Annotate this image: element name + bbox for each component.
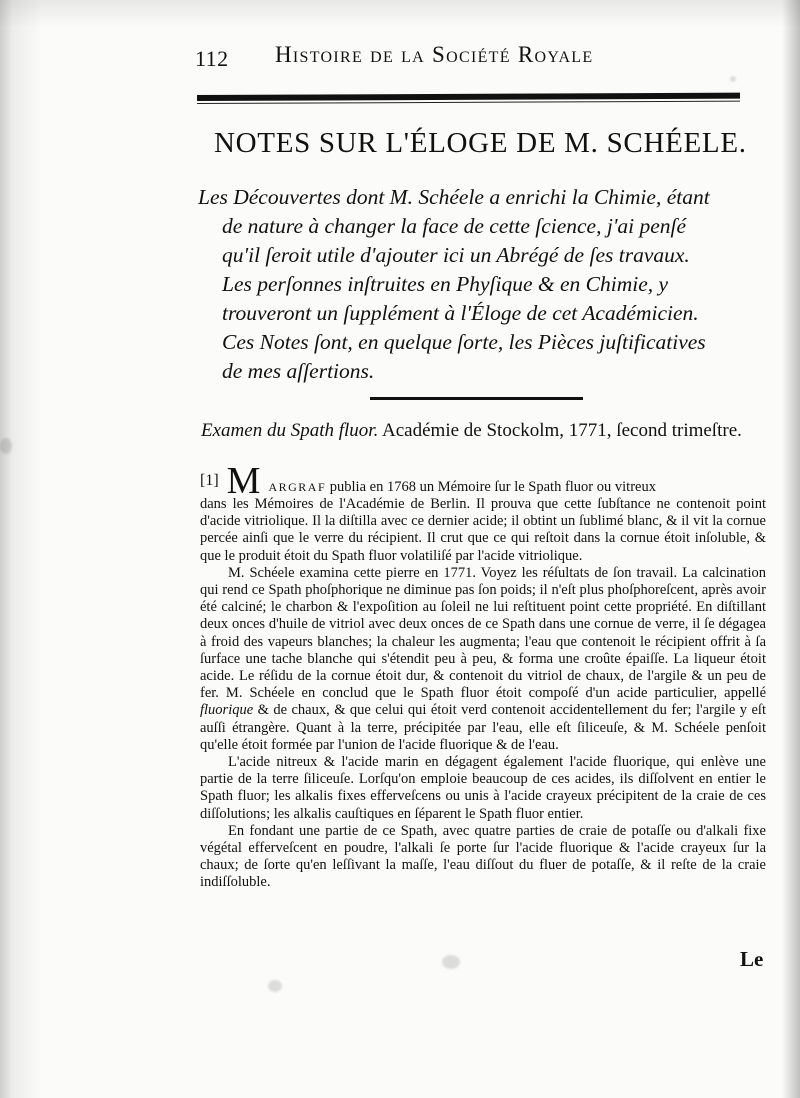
page-edge-shadow — [782, 0, 800, 1098]
paragraph-4: En fondant une partie de ce Spath, avec quatre parties de craie de potaſſe ou d'alkali fixe végétal efferveſcent en poudre, l'alkali ſe porte ſur l'acide fluorique & l'acide crayeux ſur la chaux; de ſorte qu'en leſſivant la maſſe, l'eau diſſout du fluer de potaſſe, & il reſte de la craie indiſſoluble. — [200, 822, 766, 891]
paragraph-2-part-1: M. Schéele examina cette pierre en 1771. Voyez les réſultats de ſon travail. La calcination qui rend ce Spath phoſphorique ne diminue pas ſon poids; il n'eſt plus phoſphoreſcent, après avoir été calciné; le charbon & l'expoſition au ſoleil ne lui reſtituent point cette propriété. En diſtillant deux onces d'huile de vitriol avec deux onces de ce Spath dans une cornue de verre, il ſe dégagea à froid des vapeurs blanches; la chaleur les augmenta; l'eau que contenoit le récipient offrit à ſa ſurface une tache blanche qui s'étendit peu à peu, & forma une croûte épaiſſe. La liqueur étoit acide. Le réſidu de la cornue étoit dur, & contenoit du vitriol de chaux, de l'argile & un peu de fer. M. Schéele en conclud que le Spath fluor étoit compoſé d'un acide particulier, appellé — [200, 564, 766, 702]
paragraph-1-first-line — [200, 460, 766, 502]
paper-spot — [442, 955, 460, 969]
intro-line: Ces Notes ſont, en quelque ſorte, les Pièces juſtificatives — [222, 330, 706, 354]
paragraph-3: L'acide nitreux & l'acide marin en dégagent également l'acide fluorique, qui enlève une partie de la terre ſiliceuſe. Lorſqu'on emploie beaucoup de ces acides, ils diſſolvent en entier le Spath fluor; les alkalis fixes efferveſcens ou unis à l'acide crayeux précipitent de la craie de ces diſſolutions; les alkalis cauſtiques en ſéparent le Spath fluor entier. — [200, 754, 766, 822]
section-divider — [370, 397, 583, 400]
catchword: Le — [740, 947, 764, 971]
page-number: 112 — [195, 46, 229, 71]
paragraph-2-italic-term: fluorique — [200, 702, 254, 719]
section-title: NOTES SUR L'ÉLOGE DE M. SCHÉELE. — [214, 127, 747, 159]
page-gutter-shadow — [0, 0, 42, 1098]
paragraph-1: dans les Mémoires de l'Académie de Berlin. Il prouva que cette ſubſtance ne contenoit point d'acide vitriolique. Il la diſtilla avec ce dernier acide; il obtint un ſublimé blanc, & il vit la cornue percée ainſi que le verre du récipient. Il crut que ce qui reſtoit dans la cornue étoit inſoluble, & que le produit étoit du Spath fluor volatiliſé par l'acide vitriolique. — [200, 496, 766, 564]
intro-line: de mes aſſertions. — [222, 359, 375, 383]
intro-line: qu'il ſeroit utile d'ajouter ici un Abrégé de ſes travaux. — [222, 243, 690, 267]
subheading — [201, 420, 761, 442]
page-top-shade — [0, 0, 800, 28]
paper-spot — [730, 76, 736, 82]
header-rule — [197, 93, 740, 101]
drop-cap: M — [226, 460, 261, 502]
subheading-source: Académie de Stockolm, 1771, ſecond trimeſtre. — [382, 420, 742, 441]
first-word-small-caps: ARGRAF — [268, 480, 327, 494]
paragraph-2-part-2: & de chaux, & que celui qui étoit verd contenoit accidentellement du fer; l'argile y eſt auſſi étrangère. Quant à la terre, précipitée par l'eau, elle eſt ſiliceuſe, & M. Schéele penſoit qu'elle étoit formée par l'union de l'acide fluorique & de l'eau. — [200, 702, 766, 753]
intro-line: de nature à changer la face de cette ſcience, j'ai penſé — [222, 214, 687, 238]
paragraph-1-opening — [268, 479, 766, 496]
body-text — [200, 460, 766, 892]
first-line-text: publia en 1768 un Mémoire ſur le Spath fluor ou vitreux — [329, 479, 656, 495]
paragraph-number: [1] — [200, 472, 219, 489]
subheading-topic: Examen du Spath fluor. — [201, 420, 379, 441]
page-header — [195, 42, 735, 72]
running-head: Histoire de la Société Royale — [275, 42, 594, 67]
paper-spot — [0, 438, 12, 454]
intro-line: trouveront un ſupplément à l'Éloge de cet Académicien. — [222, 301, 699, 325]
intro-paragraph — [198, 183, 758, 386]
intro-line: Les perſonnes inſtruites en Phyſique & en Chimie, y — [222, 272, 669, 296]
paper-spot — [268, 980, 282, 992]
paragraph-2 — [200, 565, 766, 754]
header-fine-rule — [197, 101, 740, 104]
intro-line: Les Découvertes dont M. Schéele a enrichi la Chimie, étant — [198, 185, 710, 209]
